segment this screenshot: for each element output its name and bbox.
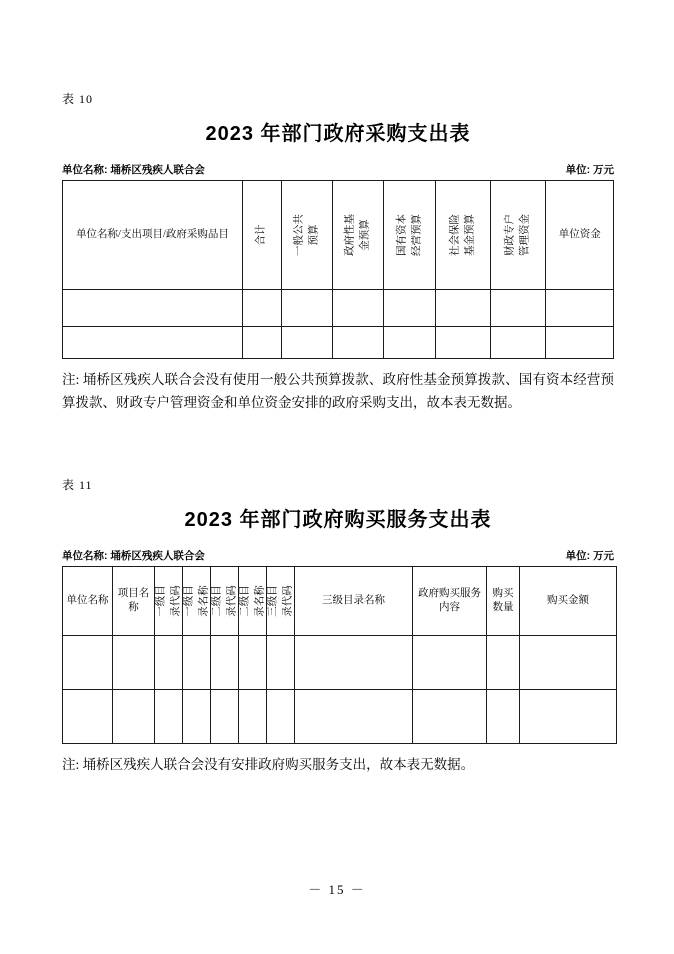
empty-cell xyxy=(239,636,267,690)
col-header-text: 一级目录代码 xyxy=(154,585,181,618)
empty-cell xyxy=(383,327,435,359)
col-header-l3-code xyxy=(267,567,295,636)
col-header-text: 一般公共预算 xyxy=(293,214,319,256)
purchase-service-section xyxy=(62,476,614,776)
col-header-l2-name xyxy=(239,567,267,636)
empty-cell xyxy=(63,636,113,690)
col-header-text: 合计 xyxy=(255,224,267,246)
empty-cell xyxy=(546,290,614,327)
empty-cell xyxy=(113,690,155,744)
table11-title: 2023 年部门政府购买服务支出表 xyxy=(184,509,492,532)
empty-cell xyxy=(183,690,211,744)
table10-title: 2023 年部门政府采购支出表 xyxy=(205,123,471,145)
col-header-total xyxy=(242,181,281,290)
col-header-general-budget xyxy=(281,181,332,290)
col-header-text: 二级目录代码 xyxy=(210,585,237,618)
col-header-project-name: 项目名称 xyxy=(113,567,155,636)
col-header-text: 社会保险基金预算 xyxy=(449,214,476,256)
empty-cell xyxy=(546,327,614,359)
empty-cell xyxy=(63,327,243,359)
procurement-table xyxy=(62,180,614,359)
empty-cell xyxy=(242,290,281,327)
empty-cell xyxy=(332,327,383,359)
table-header-row xyxy=(63,567,617,636)
table11-note: 注: 埇桥区残疾人联合会没有安排政府购买服务支出，故本表无数据。 xyxy=(62,757,475,773)
col-header-fiscal-special-account xyxy=(491,181,546,290)
empty-cell xyxy=(113,636,155,690)
table11-unit-label: 单位: 万元 xyxy=(565,550,614,563)
empty-cell xyxy=(436,290,491,327)
empty-cell xyxy=(520,636,617,690)
empty-cell xyxy=(413,636,487,690)
table10-unit-label: 单位: 万元 xyxy=(565,164,614,176)
empty-cell xyxy=(63,290,243,327)
table-row xyxy=(63,636,617,690)
col-header-gov-fund-budget xyxy=(332,181,383,290)
col-header-l1-name xyxy=(183,567,211,636)
col-header-purchase-qty: 购买数量 xyxy=(487,567,520,636)
table11-unit-name: 单位名称: 埇桥区残疾人联合会 xyxy=(62,550,205,563)
empty-cell xyxy=(63,690,113,744)
empty-cell xyxy=(413,690,487,744)
table-header-row xyxy=(63,181,614,290)
col-header-social-insurance-fund xyxy=(436,181,491,290)
empty-cell xyxy=(487,690,520,744)
col-header-item: 单位名称/支出项目/政府采购品目 xyxy=(63,181,243,290)
col-header-l1-code xyxy=(155,567,183,636)
table10-label: 表 10 xyxy=(62,92,94,106)
empty-cell xyxy=(242,327,281,359)
empty-cell xyxy=(281,290,332,327)
empty-cell xyxy=(239,690,267,744)
empty-cell xyxy=(183,636,211,690)
col-header-unit-funds: 单位资金 xyxy=(546,181,614,290)
table11-label: 表 11 xyxy=(62,478,93,493)
col-header-text: 财政专户管理资金 xyxy=(504,214,531,256)
col-header-text: 一级目录名称 xyxy=(182,585,209,618)
table10-note: 注: 埇桥区残疾人联合会没有使用一般公共预算拨款、政府性基金预算拨款、国有资本经营预算拨款、财政专户管理资金和单位资金安排的政府采购支出，故本表无数据。 xyxy=(62,372,614,411)
col-header-state-capital-budget xyxy=(383,181,435,290)
table10-meta xyxy=(62,162,614,177)
table10-unit-name: 单位名称: 埇桥区残疾人联合会 xyxy=(62,164,205,176)
table11-meta xyxy=(62,548,614,563)
col-header-text: 三级目录代码 xyxy=(266,585,293,618)
col-header-purchase-amount: 购买金额 xyxy=(520,567,617,636)
empty-cell xyxy=(383,290,435,327)
empty-cell xyxy=(436,327,491,359)
empty-cell xyxy=(211,636,239,690)
col-header-l2-code xyxy=(211,567,239,636)
procurement-section xyxy=(62,90,614,414)
table-row xyxy=(63,327,614,359)
page-number: － 15 － xyxy=(308,882,366,897)
col-header-text: 政府性基金预算 xyxy=(344,214,370,256)
empty-cell xyxy=(332,290,383,327)
empty-cell xyxy=(295,690,413,744)
empty-cell xyxy=(267,690,295,744)
col-header-unit-name: 单位名称 xyxy=(63,567,113,636)
empty-cell xyxy=(281,327,332,359)
table-row xyxy=(63,290,614,327)
col-header-l3-name: 三级目录名称 xyxy=(295,567,413,636)
table-row xyxy=(63,690,617,744)
empty-cell xyxy=(211,690,239,744)
empty-cell xyxy=(520,690,617,744)
col-header-text: 国有资本经营预算 xyxy=(395,214,422,256)
empty-cell xyxy=(155,636,183,690)
empty-cell xyxy=(491,327,546,359)
empty-cell xyxy=(491,290,546,327)
empty-cell xyxy=(487,636,520,690)
col-header-text: 二级目录名称 xyxy=(238,585,265,618)
empty-cell xyxy=(295,636,413,690)
empty-cell xyxy=(155,690,183,744)
empty-cell xyxy=(267,636,295,690)
purchase-service-table xyxy=(62,566,617,744)
col-header-service-content: 政府购买服务内容 xyxy=(413,567,487,636)
